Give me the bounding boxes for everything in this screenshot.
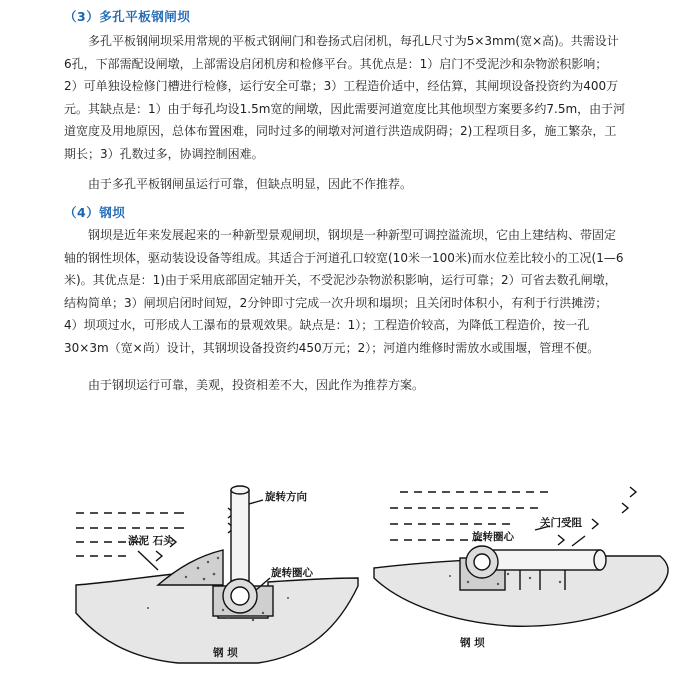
section-4-paragraph-1 xyxy=(64,224,644,359)
text-line: 结构简单；3）闸坝启闭时间短，2分钟即寸完成一次升坝和塌坝；且关闭时体积小，有利于行洪摊涝； xyxy=(64,295,608,310)
text-line: 2）可单独设检修门槽进行检修，运行安全可靠；3）工程造价适中，经估算，其闸坝设备投资约为400万 xyxy=(64,79,619,93)
section-4-paragraph-2 xyxy=(64,374,644,397)
text-line: 钢坝是近年来发展起来的一种新型景观闸坝，钢坝是一种新型可调控溢流坝，它由上建结构、带固定 xyxy=(88,228,617,242)
label-rotation-direction: 旋转方向 xyxy=(265,491,307,503)
text-line: 由于多孔平板钢闸虽运行可靠，但缺点明显，因此不作推荐。 xyxy=(88,177,413,191)
steel-dam-lowered-diagram xyxy=(360,478,680,668)
text-line: 道宽度及用地原因，总体布置困难，同时过多的闸墩对河道行洪造成阴碍；2)工程项目多，施工繁杂，工 xyxy=(64,124,617,138)
text-line: 米)。其优点是：1)由于采用底部固定轴开关，不受泥沙杂物淤积影响，运行可靠；2）可省去数孔闸墩， xyxy=(64,273,617,287)
text-line: 期长；3）孔数过多，协调控制困难。 xyxy=(64,146,264,161)
section-3-paragraph-1 xyxy=(64,30,644,165)
text-line: 由于钢坝运行可靠，美观，投资相差不大，因此作为推荐方案。 xyxy=(88,378,425,392)
text-line: 轴的钢性坝体，驱动装设设备等组成。其适合于河道孔口较宽(10米一100米)而水位差比较小的工况(1—6 xyxy=(64,250,624,265)
section-4-heading: （4）钢坝 xyxy=(64,205,126,220)
section-3-heading: （3）多孔平板钢闸坝 xyxy=(64,9,191,24)
flow-arrows xyxy=(390,492,548,540)
section-3-paragraph-2 xyxy=(64,173,644,196)
text-line: 6孔，下部需配设闸墩，上部需设启闭机房和检修平台。其优点是：1）启门不受泥沙和杂物淤积影响； xyxy=(64,56,608,71)
text-line: 30×3m（宽×尚）设计，其钢坝设备投资约450万元；2）；河道内维修时需放水或围堰，管理不便。 xyxy=(64,340,600,355)
figure-caption: 钢 坝 xyxy=(213,647,238,659)
figure-caption: 钢 坝 xyxy=(460,637,485,649)
label-rotation-center: 旋转圈心 xyxy=(472,531,514,543)
text-line: 4）坝项过水，可形成人工瀑布的景观效果。缺点是：1）；工程造价较高，为降低工程造价，按一孔 xyxy=(64,318,590,332)
label-gate-blocked: 关门受阻 xyxy=(540,517,582,529)
text-line: 多孔平板钢闸坝采用常规的平板式钢闸门和卷扬式启闭机，每孔L尺寸为5×3mm(宽×高)。共需设计 xyxy=(88,34,619,48)
text-line: 元。其缺点是：1）由于每孔均设1.5m宽的闸墩，因此需要河道宽度比其他坝型方案要多约7.5m，由于河 xyxy=(64,101,626,116)
label-silt-stone: 淤泥 石头 xyxy=(128,535,174,547)
steel-dam-upright-diagram xyxy=(58,478,378,668)
label-rotation-center: 旋转圈心 xyxy=(271,567,313,579)
